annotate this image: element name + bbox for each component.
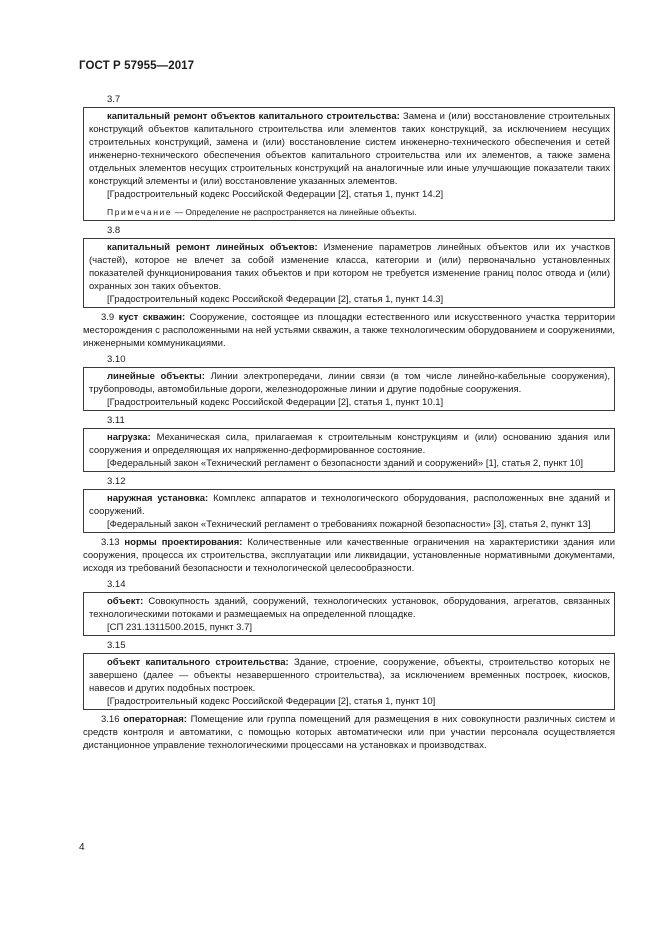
document-body (83, 93, 615, 755)
definition-text (89, 492, 610, 518)
definition-note (89, 206, 610, 219)
entry-number-3-11: 3.11 (107, 415, 125, 426)
source-reference: [Градостроительный кодекс Российской Федерации [2], статья 1, пункт 10] (107, 696, 436, 707)
note-label: Примечание (107, 207, 173, 217)
term-title: нормы проектирования: (124, 537, 243, 548)
entry-number-3-12: 3.12 (107, 476, 126, 487)
term-title: объект капитального строительства: (107, 657, 289, 668)
entry-number: 3.16 (101, 714, 120, 725)
source-reference: [Градостроительный кодекс Российской Федерации [2], статья 1, пункт 10.1] (107, 397, 444, 408)
term-definition: Комплекс аппаратов и технологического оборудования, расположенных вне зданий и сооружений. (89, 493, 610, 517)
document-header: ГОСТ Р 57955—2017 (79, 60, 195, 72)
definition-text (89, 595, 610, 621)
source-reference: [Федеральный закон «Технический регламент о безопасности зданий и сооружений» [1], статья 2, пункт 10] (107, 458, 584, 469)
term-title: куст скважин: (118, 312, 186, 323)
definition-3-13 (83, 536, 615, 575)
definition-3-16 (83, 713, 615, 752)
definition-box-3-14 (83, 592, 615, 636)
definition-box-3-15 (83, 653, 615, 710)
entry-number-3-14: 3.14 (107, 579, 126, 590)
term-definition: Сооружение, состоящее из площадки естественного или искусственного участка территории месторождения с расположенными на ней устьями скважин, а также технологическим оборудованием и сооружениями, инженерными коммуникациями. (83, 312, 616, 349)
source-reference: [Градостроительный кодекс Российской Федерации [2], статья 1, пункт 14.3] (107, 294, 444, 305)
entry-number: 3.13 (101, 537, 120, 548)
definition-text (89, 656, 610, 695)
definition-box-3-8 (83, 238, 615, 308)
definition-text (89, 110, 610, 188)
term-definition: Изменение параметров линейных объектов или их участков (частей), которое не влечет за собой изменение класса, категории и (или) первоначально установленных показателей функционирования таких объектов и при котором не требуется изменение границ полос отвода и (или) охранных зон таких объектов. (89, 242, 610, 292)
definition-text (89, 370, 610, 396)
entry-number-3-8: 3.8 (107, 225, 121, 236)
entry-number-3-7: 3.7 (107, 94, 121, 105)
note-text: — Определение не распространяется на линейные объекты. (172, 207, 417, 217)
term-definition: Линии электропередачи, линии связи (в том числе линейно-кабельные сооружения), трубопроводы, автомобильные дороги, железнодорожные линии и другие подобные сооружения. (89, 371, 610, 395)
definition-text (89, 241, 610, 293)
term-title: операторная: (123, 714, 187, 725)
term-definition: Совокупность зданий, сооружений, технологических установок, оборудования, агрегатов, связанных технологическими потоками и размещаемых на определенной площадке. (89, 596, 610, 620)
source-reference: [СП 231.1311500.2015, пункт 3.7] (107, 622, 253, 633)
definition-box-3-10 (83, 367, 615, 411)
term-definition: Замена и (или) восстановление строительных конструкций объектов капитального строительства или элементов таких конструкций, за исключением несущих строительных конструкций, замена и (или) восстановление систем инженерно-технического обеспечения и сетей инженерно-технического обеспечения объектов капитального строительства или их элементов, а также замена отдельных элементов несущих строительных конструкций на аналогичные или иные улучшающие показатели таких конструкций элементы и (или) восстановление указанных элементов. (89, 111, 610, 187)
term-title: объект: (107, 596, 144, 607)
term-title: капитальный ремонт объектов капитального строительства: (107, 111, 400, 122)
entry-number: 3.9 (101, 312, 115, 323)
source-reference: [Федеральный закон «Технический регламент о требованиях пожарной безопасности» [3], статья 2, пункт 13] (107, 519, 591, 530)
term-title: наружная установка: (107, 493, 209, 504)
term-title: линейные объекты: (107, 371, 205, 382)
term-title: капитальный ремонт линейных объектов: (107, 242, 318, 253)
definition-box-3-7 (83, 107, 615, 221)
definition-text (83, 713, 615, 752)
definition-text (89, 431, 610, 457)
definition-text (83, 536, 615, 575)
definition-box-3-11 (83, 428, 615, 472)
definition-text (83, 311, 615, 350)
entry-number-3-15: 3.15 (107, 640, 126, 651)
page-number: 4 (79, 842, 85, 853)
term-definition: Количественные или качественные ограничения на характеристики здания или сооружения, процесса их строительства, эксплуатации или ликвидации, установленные нормативными документами, исходя из требований безопасности и технологической целесообразности. (83, 537, 616, 574)
definition-box-3-12 (83, 489, 615, 533)
entry-number-3-10: 3.10 (107, 354, 126, 365)
definition-3-9 (83, 311, 615, 350)
term-title: нагрузка: (107, 432, 151, 443)
term-definition: Здание, строение, сооружение, объекты, строительство которых не завершено (далее — объекты незавершенного строительства), за исключением временных построек, киосков, навесов и других подобных построек. (89, 657, 610, 694)
source-reference: [Градостроительный кодекс Российской Федерации [2], статья 1, пункт 14.2] (107, 189, 444, 200)
term-definition: Механическая сила, прилагаемая к строительным конструкциям и (или) основанию здания или сооружения и определяющая их напряженно-деформированное состояние. (89, 432, 610, 456)
term-definition: Помещение или группа помещений для размещения в них совокупности различных систем и средств контроля и автоматики, с помощью которых автоматически или при участии персонала осуществляется дистанционное управление технологическими процессами на установках и производствах. (83, 714, 615, 751)
